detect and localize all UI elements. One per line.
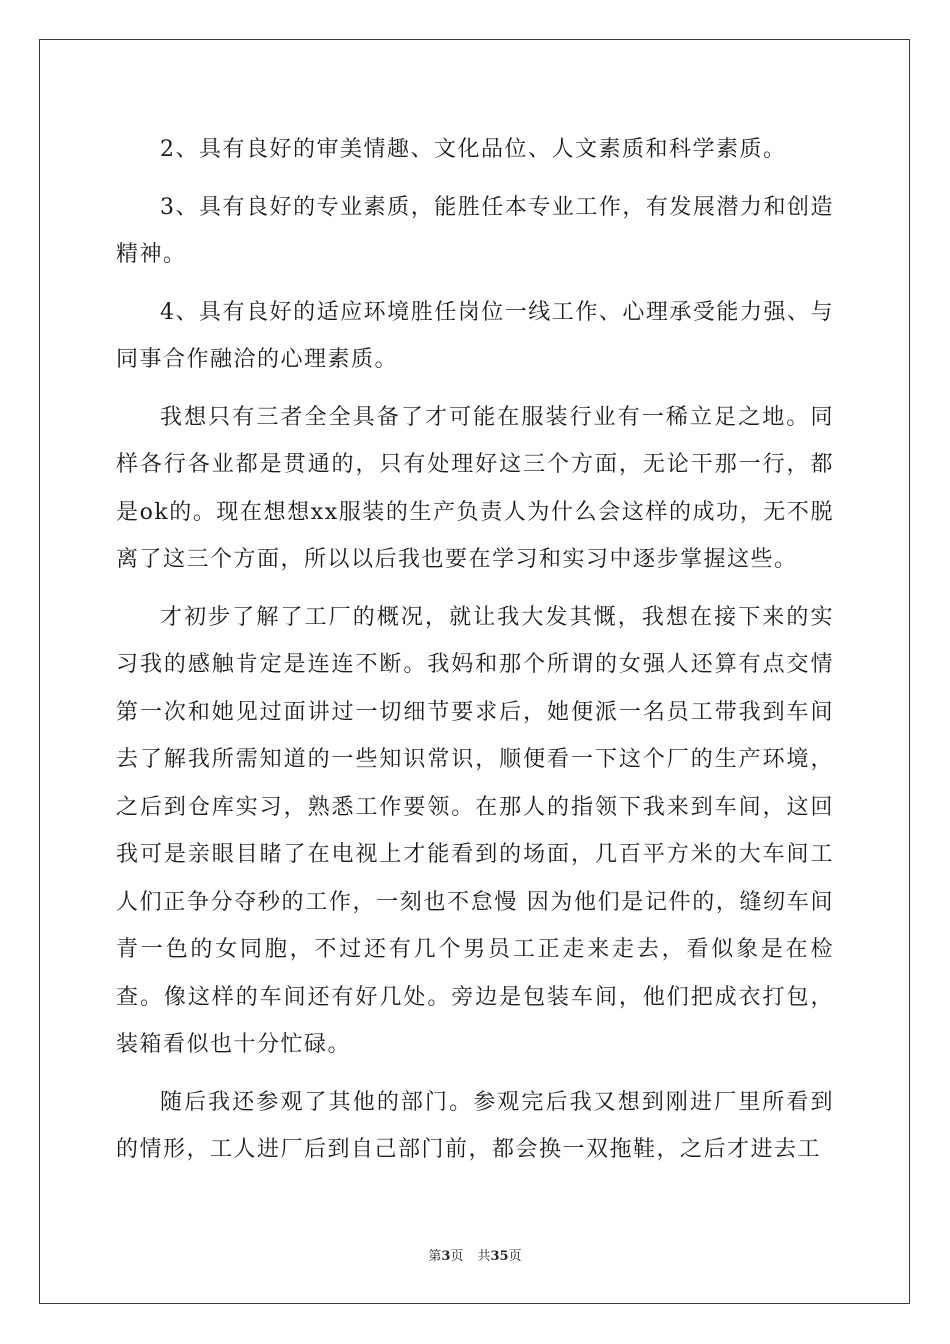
paragraph-three-aspects: 我想只有三者全全具备了才可能在服装行业有一稀立足之地。同样各行各业都是贯通的，只有处理好这三个方面，无论干那一行，都是ok的。现在想想xx服装的生产负责人为什么会这样的成功，无不脱离了这三个方面，所以以后我也要在学习和实习中逐步掌握这些。 xyxy=(116,404,834,572)
paragraph-factory-visit: 才初步了解了工厂的概况，就让我大发其慨，我想在接下来的实习我的感触肯定是连连不断。我妈和那个所谓的女强人还算有点交情第一次和她见过面讲过一切细节要求后，她便派一名员工带我到车间去了解我所需知道的一些知识常识，顺便看一下这个厂的生产环境，之后到仓库实习，熟悉工作要领。在那人的指领下我来到车间，这回我可是亲眼目睹了在电视上才能看到的场面，几百平方米的大车间工人们正争分夺秒的工作，一刻也不怠慢 因为他们是记件的，缝纫车间青一色的女同胞，不过还有几个男员工正走来走去，看似象是在检查。像这样的车间还有好几处。旁边是包装车间，他们把成衣打包，装箱看似也十分忙碌。 xyxy=(116,604,834,1057)
total-pages: 35 xyxy=(490,1249,509,1264)
paragraph-other-departments: 随后我还参观了其他的部门。参观完后我又想到刚进厂里所看到的情形，工人进厂后到自己部门前，都会换一双拖鞋，之后才进去工 xyxy=(116,1089,834,1162)
total-unit: 页 xyxy=(508,1249,522,1264)
document-body xyxy=(116,126,834,1184)
paragraph-item-2: 2、具有良好的审美情趣、文化品位、人文素质和科学素质。 xyxy=(160,137,787,162)
paragraph-item-4: 4、具有良好的适应环境胜任岗位一线工作、心理承受能力强、与同事合作融洽的心理素质。 xyxy=(116,299,834,372)
total-prefix: 共 xyxy=(477,1249,491,1264)
page-number: 3 xyxy=(441,1249,451,1264)
page-prefix: 第 xyxy=(428,1249,442,1264)
page-footer xyxy=(0,1245,950,1264)
paragraph-item-3: 3、具有良好的专业素质，能胜任本专业工作，有发展潜力和创造精神。 xyxy=(116,194,834,267)
page-unit: 页 xyxy=(450,1249,464,1264)
